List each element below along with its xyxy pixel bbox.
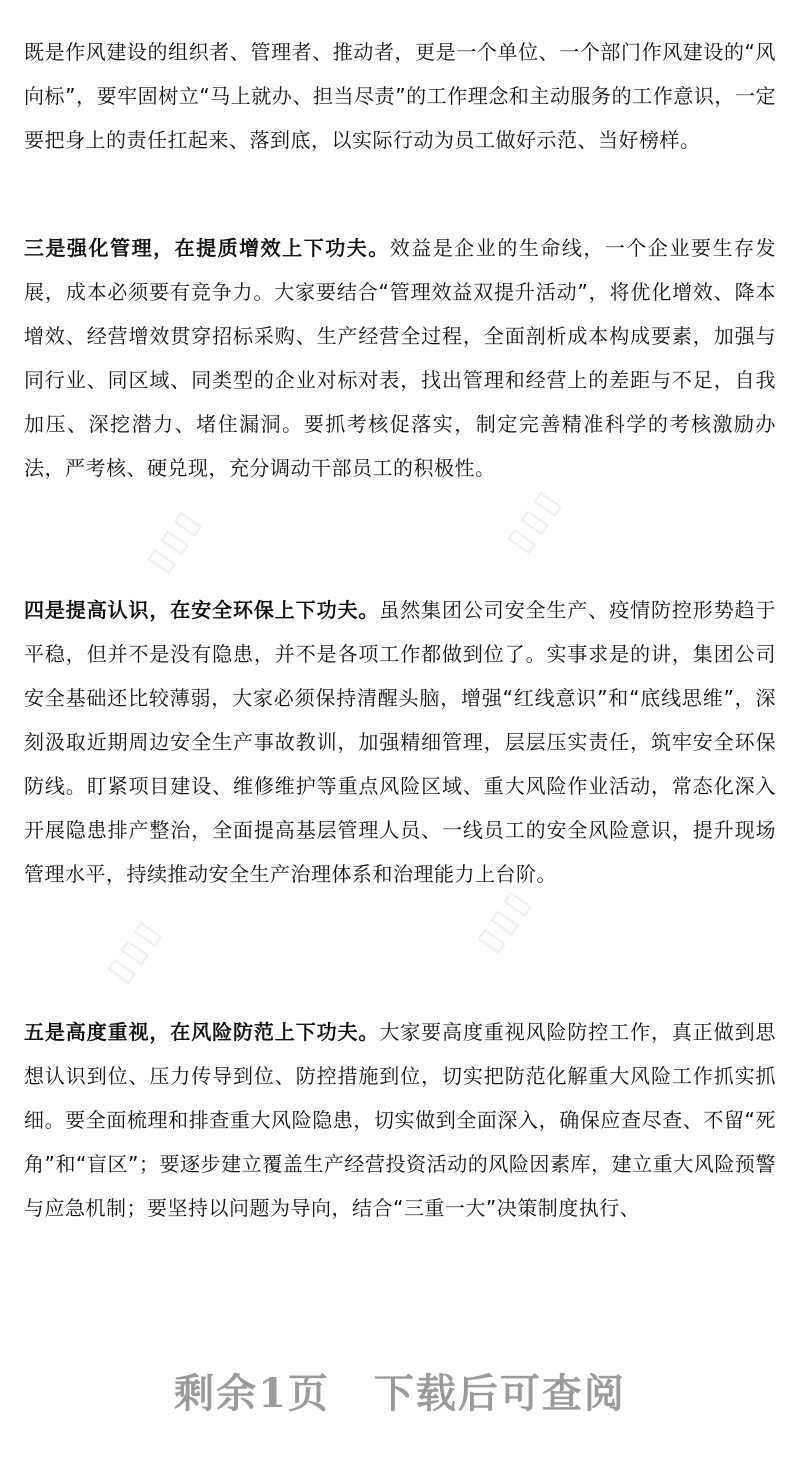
watermark-mark: ▯▯▯ xyxy=(498,480,570,560)
paragraph-1-body: 既是作风建设的组织者、管理者、推动者，更是一个单位、一个部门作风建设的“风向标”，要牢固树立“马上就办、担当尽责”的工作理念和主动服务的工作意识，一定要把身上的责任扛起来、落到底，以实际行动为员工做好示范、当好榜样。 xyxy=(24,40,776,152)
paragraph-3-lead: 四是提高认识，在安全环保上下功夫。 xyxy=(24,598,380,622)
watermark-mark: ▯▯▯ xyxy=(468,880,540,960)
paragraph-2 xyxy=(24,226,776,490)
download-prompt[interactable] xyxy=(0,1362,800,1419)
paragraph-4 xyxy=(24,1010,776,1230)
watermark-mark: ▯▯▯ xyxy=(138,500,210,580)
paragraph-1 xyxy=(24,30,776,162)
watermark-mark: ▯▯▯ xyxy=(98,910,170,990)
paragraph-2-lead: 三是强化管理，在提质增效上下功夫。 xyxy=(24,236,390,260)
download-to-view-text: 下载后可查阅 xyxy=(373,1370,626,1417)
paragraph-3 xyxy=(24,588,776,896)
remaining-pages-text: 剩余1页 xyxy=(174,1370,330,1417)
paragraph-2-body: 效益是企业的生命线，一个企业要生存发展，成本必须要有竞争力。大家要结合“管理效益双提升活动”，将优化增效、降本增效、经营增效贯穿招标采购、生产经营全过程，全面剖析成本构成要素，加强与同行业、同区域、同类型的企业对标对表，找出管理和经营上的差距与不足，自我加压、深挖潜力、堵住漏洞。要抓考核促落实，制定完善精准科学的考核激励办法，严考核、硬兑现，充分调动干部员工的积极性。 xyxy=(24,236,776,480)
paragraph-4-lead: 五是高度重视，在风险防范上下功夫。 xyxy=(24,1020,380,1044)
paragraph-4-body: 大家要高度重视风险防控工作，真正做到思想认识到位、压力传导到位、防控措施到位，切实把防范化解重大风险工作抓实抓细。要全面梳理和排查重大风险隐患，切实做到全面深入，确保应查尽查、不留“死角”和“盲区”；要逐步建立覆盖生产经营投资活动的风险因素库，建立重大风险预警与应急机制；要坚持以问题为导向，结合“三重一大”决策制度执行、 xyxy=(24,1020,777,1220)
paragraph-3-body: 虽然集团公司安全生产、疫情防控形势趋于平稳，但并不是没有隐患，并不是各项工作都做到位了。实事求是的讲，集团公司安全基础还比较薄弱，大家必须保持清醒头脑，增强“红线意识”和“底线思维”，深刻汲取近期周边安全生产事故教训，加强精细管理，层层压实责任，筑牢安全环保防线。盯紧项目建设、维修维护等重点风险区域、重大风险作业活动，常态化深入开展隐患排产整治，全面提高基层管理人员、一线员工的安全风险意识，提升现场管理水平，持续推动安全生产治理体系和治理能力上台阶。 xyxy=(24,598,777,886)
